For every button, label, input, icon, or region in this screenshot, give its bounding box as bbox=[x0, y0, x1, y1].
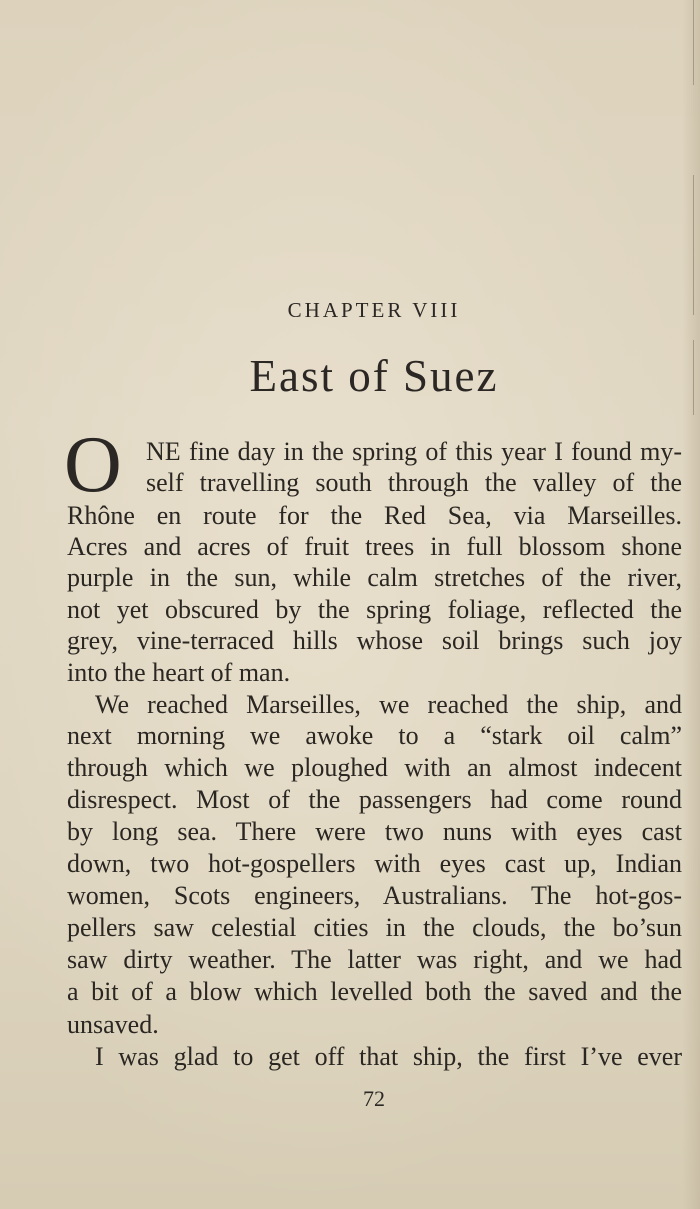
page-edge-shadow bbox=[682, 0, 700, 1209]
text-line: We reached Marseilles, we reached the ship, and bbox=[95, 690, 682, 719]
text-line: grey, vine-terraced hills whose soil brings such joy bbox=[67, 626, 682, 655]
text-line: unsaved. bbox=[67, 1010, 159, 1039]
text-line: a bit of a blow which levelled both the saved and the bbox=[67, 977, 682, 1006]
drop-cap: O bbox=[64, 421, 122, 509]
text-line: into the heart of man. bbox=[67, 658, 291, 687]
text-line: pellers saw celestial cities in the clouds, the bo’sun bbox=[67, 913, 682, 942]
text-line: disrespect. Most of the passengers had come round bbox=[67, 785, 682, 814]
text-line: down, two hot-gospellers with eyes cast up, Indian bbox=[67, 849, 682, 878]
text-line: Rhône en route for the Red Sea, via Marseilles. bbox=[67, 501, 682, 530]
text-line: purple in the sun, while calm stretches of the river, bbox=[67, 563, 682, 592]
chapter-label: CHAPTER VIII bbox=[287, 298, 461, 322]
page-edge-line bbox=[693, 175, 694, 315]
page-edge-line bbox=[693, 0, 694, 85]
text-line: by long sea. There were two nuns with eyes cast bbox=[67, 817, 682, 846]
page-number: 72 bbox=[363, 1086, 385, 1111]
chapter-title: East of Suez bbox=[249, 351, 499, 401]
text-line: I was glad to get off that ship, the first I’ve ever bbox=[95, 1042, 682, 1071]
text-line: through which we ploughed with an almost indecent bbox=[67, 753, 682, 782]
text-line: not yet obscured by the spring foliage, reflected the bbox=[67, 595, 682, 624]
text-line: Acres and acres of fruit trees in full blossom shone bbox=[67, 532, 682, 561]
text-line: women, Scots engineers, Australians. The hot-gos- bbox=[67, 881, 682, 910]
text-line: saw dirty weather. The latter was right, and we had bbox=[67, 945, 682, 974]
text-line: self travelling south through the valley of the bbox=[146, 468, 682, 497]
text-line: next morning we awoke to a “stark oil calm” bbox=[67, 721, 682, 750]
text-line: NE fine day in the spring of this year I found my- bbox=[146, 437, 682, 466]
